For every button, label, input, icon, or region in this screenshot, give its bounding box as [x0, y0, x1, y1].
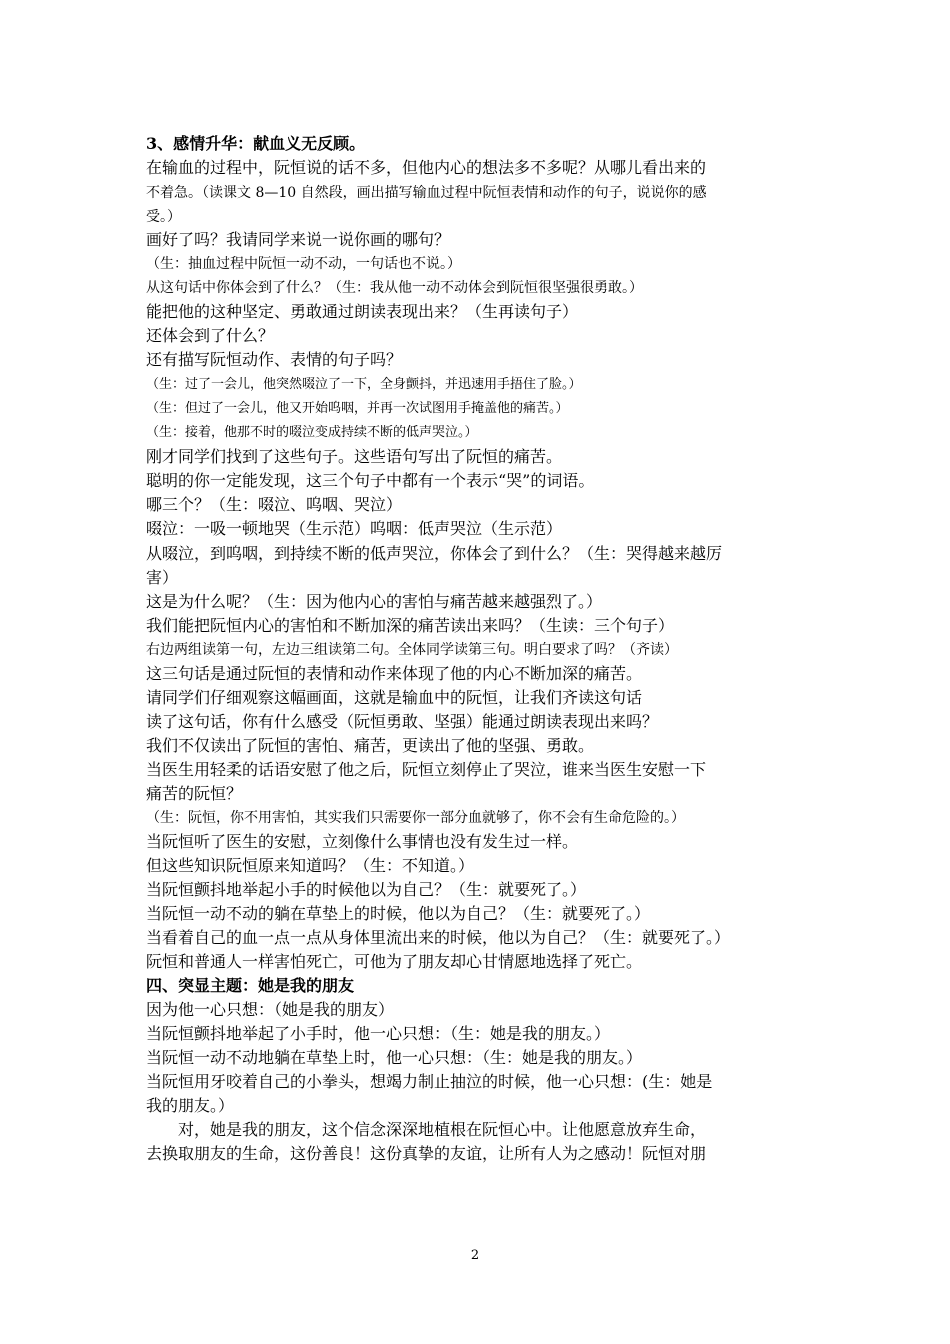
text-line: 受。） — [146, 209, 181, 225]
text-line: 当阮恒颤抖地举起了小手时，他一心只想：（生：她是我的朋友。） — [146, 1024, 611, 1043]
text-line: （生：但过了一会儿，他又开始呜咽，并再一次试图用手掩盖他的痛苦。） — [146, 401, 569, 416]
text-line: 从啜泣，到呜咽，到持续不断的低声哭泣，你体会了到什么？（生：哭得越来越厉 — [146, 544, 723, 563]
text-line: 害） — [146, 568, 179, 587]
text-line: 当阮恒听了医生的安慰，立刻像什么事情也没有发生过一样。 — [146, 832, 579, 851]
page-number: 2 — [470, 1248, 480, 1263]
text-line: 痛苦的阮恒？ — [146, 784, 243, 803]
text-line: 我们能把阮恒内心的害怕和不断加深的痛苦读出来吗？（生读：三个句子） — [146, 616, 675, 635]
text-line: 啜泣：一吸一顿地哭（生示范）呜咽：低声哭泣（生示范） — [146, 519, 563, 538]
text-line: （生：接着，他那不时的啜泣变成持续不断的低声哭泣。） — [146, 425, 478, 440]
text-line: 右边两组读第一句，左边三组读第二句。全体同学读第三句。明白要求了吗？（齐读） — [146, 642, 678, 658]
text-line: 当阮恒一动不动地躺在草垫上时，他一心只想：（生：她是我的朋友。） — [146, 1048, 643, 1067]
text-line: 能把他的这种坚定、勇敢通过朗读表现出来？（生再读句子） — [146, 302, 579, 321]
text-line: 对，她是我的朋友，这个信念深深地植根在阮恒心中。让他愿意放弃生命， — [146, 1120, 707, 1139]
text-line: 我的朋友。） — [146, 1096, 235, 1115]
text-line: 不着急。（读课文 8—10 自然段，画出描写输血过程中阮恒表情和动作的句子，说说你的感 — [146, 185, 707, 201]
text-line: 这是为什么呢？（生：因为他内心的害怕与痛苦越来越强烈了。） — [146, 592, 603, 611]
text-line: 请同学们仔细观察这幅画面，这就是输血中的阮恒，让我们齐读这句话 — [146, 688, 643, 707]
text-line: 还体会到了什么？ — [146, 326, 275, 345]
text-line: 当阮恒一动不动的躺在草垫上的时候，他以为自己？（生：就要死了。） — [146, 904, 651, 923]
text-line: 我们不仅读出了阮恒的害怕、痛苦，更读出了他的坚强、勇敢。 — [146, 736, 595, 755]
text-line: 这三句话是通过阮恒的表情和动作来体现了他的内心不断加深的痛苦。 — [146, 664, 643, 683]
text-line: 读了这句话，你有什么感受（阮恒勇敢、坚强）能通过朗读表现出来吗？ — [146, 712, 659, 731]
text-line: 从这句话中你体会到了什么？（生：我从他一动不动体会到阮恒很坚强很勇敢。） — [146, 280, 643, 296]
text-line: 在输血的过程中，阮恒说的话不多，但他内心的想法多不多呢？从哪儿看出来的 — [146, 158, 707, 177]
text-line: 因为他一心只想：（她是我的朋友） — [146, 1000, 395, 1019]
text-line: 当医生用轻柔的话语安慰了他之后，阮恒立刻停止了哭泣，谁来当医生安慰一下 — [146, 760, 707, 779]
text-line: 还有描写阮恒动作、表情的句子吗？ — [146, 350, 403, 369]
section-heading: 四、突显主题：她是我的朋友 — [146, 976, 355, 995]
text-line: （生：抽血过程中阮恒一动不动，一句话也不说。） — [146, 256, 461, 272]
text-line: 但这些知识阮恒原来知道吗？（生：不知道。） — [146, 856, 475, 875]
text-line: 当阮恒用牙咬着自己的小拳头，想竭力制止抽泣的时候，他一心只想：(生：她是 — [146, 1072, 713, 1091]
text-line: 哪三个？（生：啜泣、呜咽、哭泣） — [146, 495, 403, 514]
text-line: 当阮恒颤抖地举起小手的时候他以为自己？（生：就要死了。） — [146, 880, 587, 899]
text-line: 画好了吗？我请同学来说一说你画的哪句？ — [146, 230, 451, 249]
text-line: 阮恒和普通人一样害怕死亡，可他为了朋友却心甘情愿地选择了死亡。 — [146, 952, 643, 971]
text-line: （生：阮恒，你不用害怕，其实我们只需要你一部分血就够了，你不会有生命危险的。） — [146, 810, 685, 826]
text-line: 当看着自己的血一点一点从身体里流出来的时候，他以为自己？（生：就要死了。） — [146, 928, 731, 947]
section-heading: 3、感情升华：献血义无反顾。 — [146, 134, 366, 153]
text-line: 聪明的你一定能发现，这三个句子中都有一个表示“哭”的词语。 — [146, 471, 595, 490]
text-line: 去换取朋友的生命，这份善良！这份真挚的友谊，让所有人为之感动！阮恒对朋 — [146, 1144, 707, 1163]
text-line: 刚才同学们找到了这些句子。这些语句写出了阮恒的痛苦。 — [146, 447, 563, 466]
text-line: （生：过了一会儿，他突然啜泣了一下，全身颤抖，并迅速用手捂住了脸。） — [146, 377, 582, 392]
